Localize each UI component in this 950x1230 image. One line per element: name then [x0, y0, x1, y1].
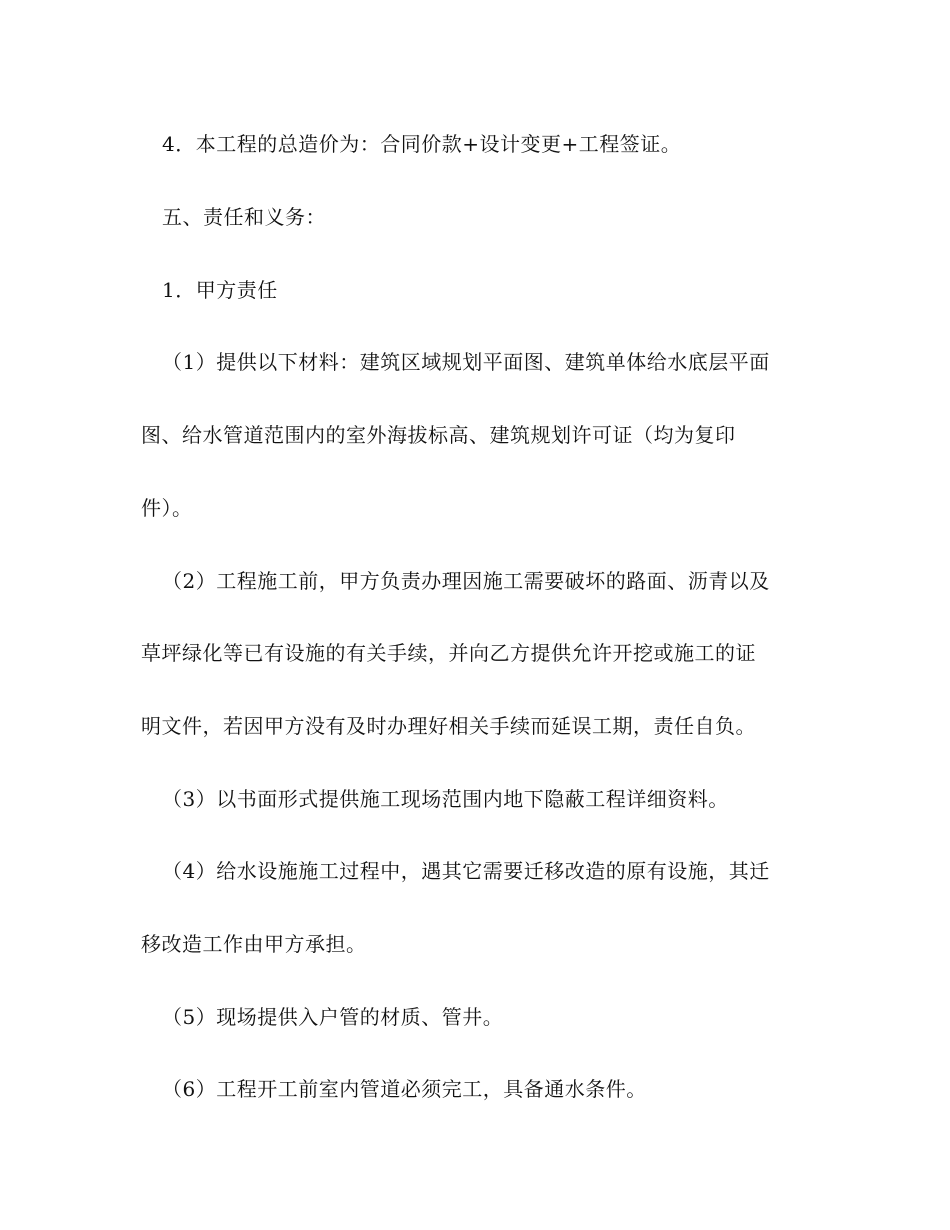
- paragraph-item-2-line-3: 明文件，若因甲方没有及时办理好相关手续而延误工期，责任自负。: [141, 714, 756, 738]
- paragraph-item-1-line-1: （1）提供以下材料：建筑区域规划平面图、建筑单体给水底层平面: [162, 350, 770, 374]
- paragraph-item-3: （3）以书面形式提供施工现场范围内地下隐蔽工程详细资料。: [162, 787, 729, 811]
- subsection-heading-party-a: 1．甲方责任: [162, 278, 278, 302]
- paragraph-item-4-line-2: 移改造工作由甲方承担。: [141, 932, 367, 956]
- paragraph-item-2-line-1: （2）工程施工前，甲方负责办理因施工需要破坏的路面、沥青以及: [162, 569, 770, 593]
- paragraph-item-6: （6）工程开工前室内管道必须完工，具备通水条件。: [162, 1077, 647, 1101]
- paragraph-item-2-line-2: 草坪绿化等已有设施的有关手续，并向乙方提供允许开挖或施工的证: [141, 641, 756, 665]
- paragraph-item-1-line-2: 图、给水管道范围内的室外海拔标高、建筑规划许可证（均为复印: [141, 423, 736, 447]
- paragraph-item-5: （5）现场提供入户管的材质、管井。: [162, 1005, 504, 1029]
- paragraph-item-1-line-3: 件）。: [141, 496, 193, 520]
- section-heading-responsibilities: 五、责任和义务：: [162, 205, 326, 229]
- paragraph-item-4-line-1: （4）给水设施施工过程中，遇其它需要迁移改造的原有设施，其迁: [162, 859, 770, 883]
- paragraph-total-cost: 4．本工程的总造价为：合同价款+设计变更+工程签证。: [162, 132, 682, 156]
